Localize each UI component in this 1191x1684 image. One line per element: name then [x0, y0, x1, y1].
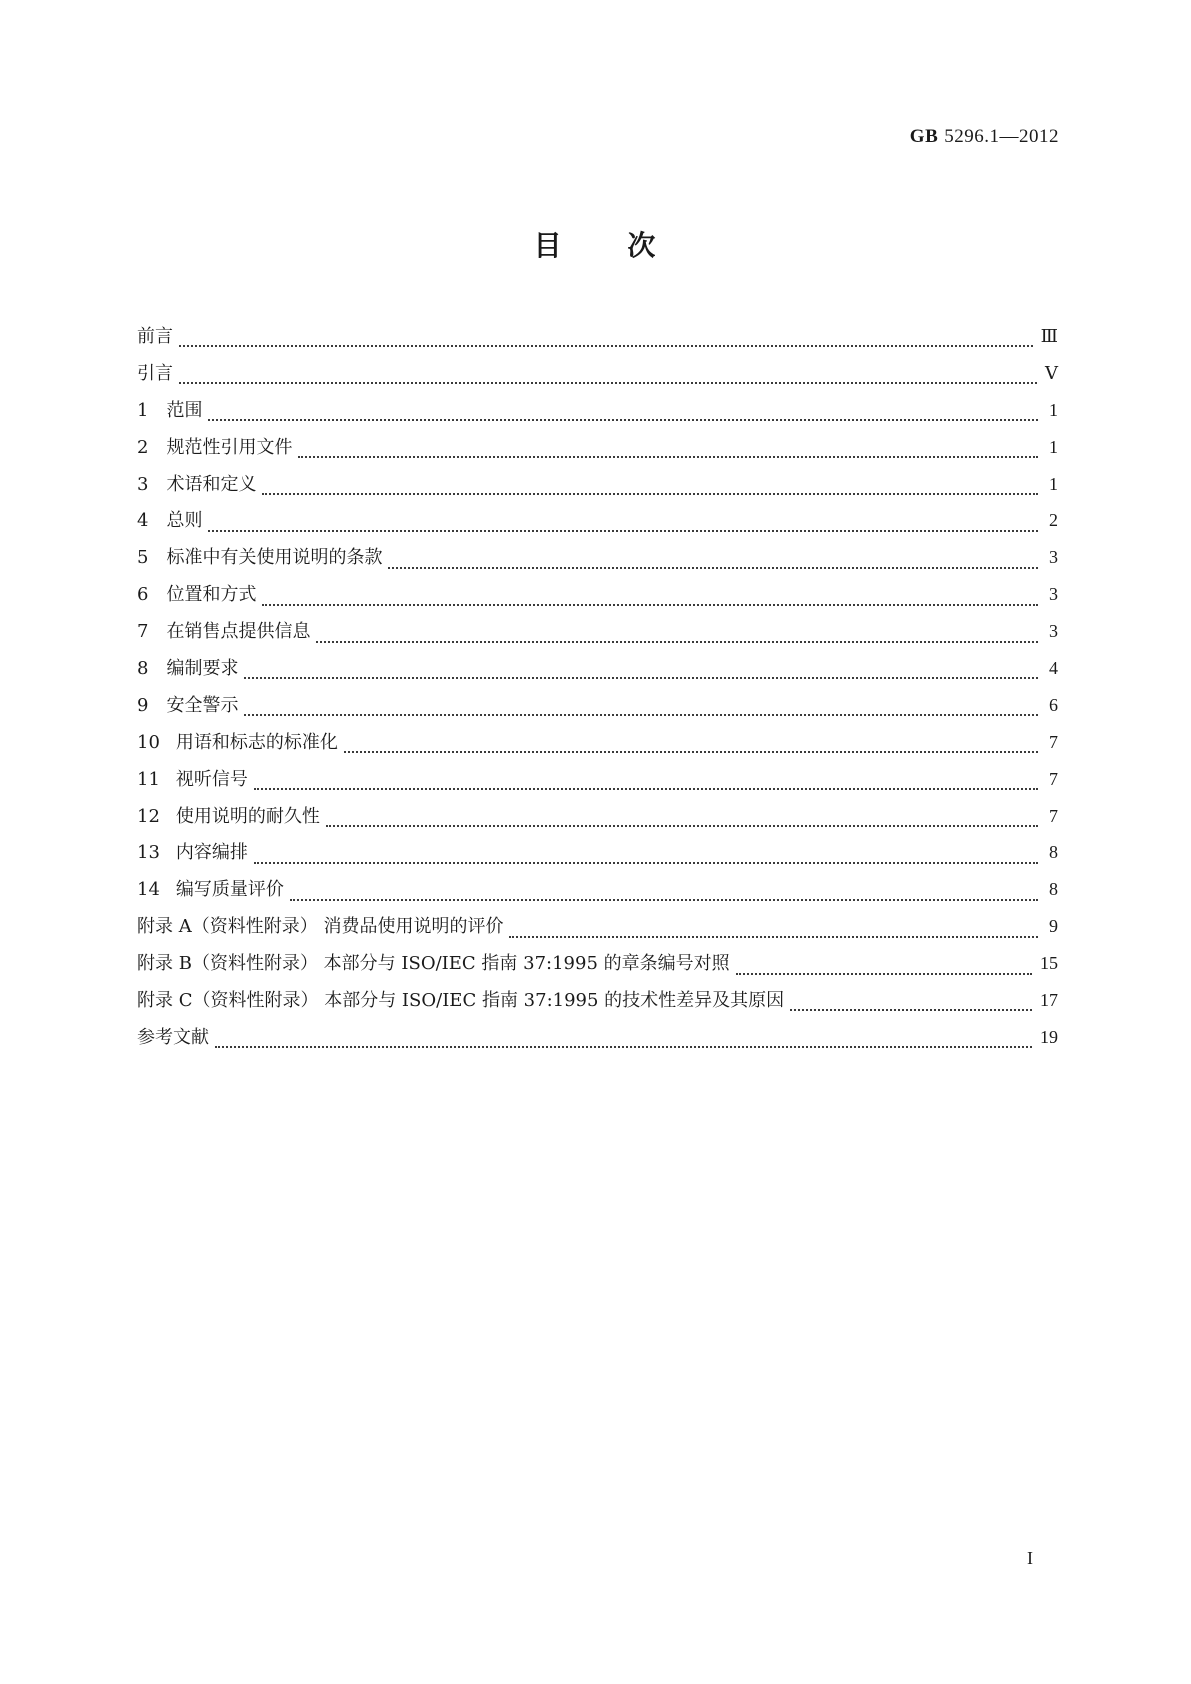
standard-prefix: GB	[909, 126, 939, 147]
toc-entry-page: 3	[1049, 584, 1058, 605]
toc-entry-number: 2	[137, 436, 149, 458]
toc-entry[interactable]	[137, 325, 1058, 362]
toc-dot-leader	[244, 714, 1038, 716]
toc-entry-number: 1	[137, 399, 149, 421]
toc-entry-number: 11	[137, 768, 160, 790]
toc-entry-title: 总则	[166, 510, 203, 532]
toc-entry-page: 2	[1049, 510, 1058, 531]
toc-entry-title: 标准中有关使用说明的条款	[166, 547, 383, 569]
toc-entry-page: 1	[1049, 473, 1058, 494]
toc-entry-label	[137, 1027, 215, 1049]
toc-entry-number: 8	[137, 658, 149, 680]
toc-entry-label	[137, 547, 388, 569]
toc-entry-title: 使用说明的耐久性	[175, 805, 320, 827]
toc-entry-title: 编写质量评价	[175, 879, 284, 901]
toc-dot-leader	[736, 973, 1032, 975]
toc-entry-label	[137, 842, 254, 864]
toc-entry-title: 附录 C（资料性附录） 本部分与 ISO/IEC 指南 37:1995 的技术性差异及其原因	[137, 990, 785, 1012]
toc-dot-leader	[215, 1046, 1032, 1048]
toc-entry[interactable]	[137, 509, 1058, 546]
toc-entry-title: 前言	[137, 326, 173, 347]
toc-entry-title: 附录 B（资料性附录） 本部分与 ISO/IEC 指南 37:1995 的章条编号对照	[137, 953, 730, 975]
toc-entry-page: 8	[1049, 842, 1058, 863]
toc-entry[interactable]	[137, 694, 1058, 731]
toc-entry-title: 附录 A（资料性附录） 消费品使用说明的评价	[137, 916, 504, 938]
toc-entry-label	[137, 806, 326, 828]
toc-entry-title: 规范性引用文件	[166, 436, 293, 458]
toc-entry[interactable]	[137, 436, 1058, 473]
toc-entry-label	[137, 363, 179, 385]
toc-entry-page: 4	[1049, 658, 1058, 679]
toc-entry-label	[137, 437, 298, 459]
toc-entry-page: 7	[1049, 768, 1058, 789]
toc-entry-label	[137, 621, 316, 643]
toc-entry[interactable]	[137, 805, 1058, 842]
toc-entry[interactable]	[137, 989, 1058, 1026]
toc-entry-page: 1	[1049, 436, 1058, 457]
toc-entry-number: 4	[137, 510, 149, 532]
toc-entry-title: 引言	[137, 362, 173, 384]
toc-entry-number: 6	[137, 584, 149, 606]
toc-entry-number: 10	[137, 731, 160, 753]
toc-entry-number: 12	[137, 805, 160, 827]
toc-entry-page: 17	[1040, 990, 1058, 1011]
toc-entry[interactable]	[137, 620, 1058, 657]
toc-entry[interactable]	[137, 657, 1058, 694]
toc-entry-page: 15	[1040, 953, 1058, 974]
toc-entry-page: 7	[1049, 731, 1058, 752]
toc-dot-leader	[388, 567, 1038, 569]
standard-code: 5296.1—2012	[944, 126, 1059, 147]
toc-entry-title: 视听信号	[175, 768, 248, 790]
toc-entry-label	[137, 584, 262, 606]
toc-entry-title: 安全警示	[166, 694, 239, 716]
toc-entry-label	[137, 953, 736, 975]
toc-dot-leader	[262, 493, 1038, 495]
toc-entry-number: 14	[137, 879, 160, 901]
toc-entry[interactable]	[137, 878, 1058, 915]
toc-entry-page: 1	[1049, 399, 1058, 420]
toc-entry-label	[137, 879, 290, 901]
toc-entry-number: 5	[137, 547, 149, 569]
toc-entry-label	[137, 474, 262, 496]
toc-dot-leader	[254, 862, 1038, 864]
toc-entry-label	[137, 695, 244, 717]
toc-entry-title: 用语和标志的标准化	[175, 731, 338, 753]
toc-entry-page: 6	[1049, 694, 1058, 715]
toc-dot-leader	[254, 788, 1038, 790]
toc-dot-leader	[179, 382, 1037, 384]
toc-entry-page: Ⅴ	[1045, 362, 1058, 383]
toc-entry-label	[137, 400, 208, 422]
toc-entry-label	[137, 326, 179, 348]
toc-dot-leader	[244, 677, 1038, 679]
toc-entry-number: 7	[137, 621, 149, 643]
toc-entry-label	[137, 510, 208, 532]
toc-entry-title: 术语和定义	[166, 473, 257, 495]
toc-entry-title: 参考文献	[137, 1026, 209, 1048]
toc-dot-leader	[179, 345, 1033, 347]
toc-entry[interactable]	[137, 915, 1058, 952]
toc-entry-page: 7	[1049, 805, 1058, 826]
toc-entry[interactable]	[137, 546, 1058, 583]
toc-entry-page: Ⅲ	[1040, 326, 1058, 346]
toc-entry[interactable]	[137, 731, 1058, 768]
toc-entry[interactable]	[137, 473, 1058, 510]
toc-entry[interactable]	[137, 583, 1058, 620]
toc-entry-title: 在销售点提供信息	[166, 621, 311, 643]
toc-entry-title: 位置和方式	[166, 584, 257, 606]
toc-entry-number: 9	[137, 694, 149, 716]
toc-entry-title: 范围	[166, 399, 203, 421]
standard-number	[910, 126, 1059, 148]
toc-dot-leader	[208, 419, 1038, 421]
toc-entry-label	[137, 732, 344, 754]
toc-entry[interactable]	[137, 1026, 1058, 1063]
toc-entry[interactable]	[137, 399, 1058, 436]
toc-dot-leader	[290, 899, 1038, 901]
toc-entry-title: 编制要求	[166, 658, 239, 680]
toc-entry-page: 19	[1040, 1026, 1058, 1047]
toc-entry-label	[137, 658, 244, 680]
toc-entry-page: 8	[1049, 879, 1058, 900]
toc-dot-leader	[326, 825, 1038, 827]
toc-entry[interactable]	[137, 768, 1058, 805]
toc-entry-title: 内容编排	[175, 842, 248, 864]
toc-entry-label	[137, 916, 509, 938]
page-title: 目 次	[533, 229, 658, 262]
toc-entry-page: 3	[1049, 547, 1058, 568]
toc-entry-number: 13	[137, 842, 160, 864]
toc-dot-leader	[344, 751, 1038, 753]
toc-dot-leader	[316, 641, 1038, 643]
toc-entry-label	[137, 769, 254, 791]
toc-dot-leader	[298, 456, 1038, 458]
page-number: I	[1027, 1548, 1033, 1568]
toc-entry-label	[137, 990, 790, 1012]
toc-entry[interactable]	[137, 841, 1058, 878]
toc-entry-page: 3	[1049, 621, 1058, 642]
toc-entry[interactable]	[137, 362, 1058, 399]
table-of-contents	[137, 325, 1058, 1063]
toc-entry[interactable]	[137, 952, 1058, 989]
toc-dot-leader	[208, 530, 1038, 532]
toc-dot-leader	[790, 1009, 1032, 1011]
toc-entry-number: 3	[137, 473, 149, 495]
toc-dot-leader	[509, 936, 1038, 938]
toc-entry-page: 9	[1049, 916, 1058, 937]
toc-dot-leader	[262, 604, 1038, 606]
